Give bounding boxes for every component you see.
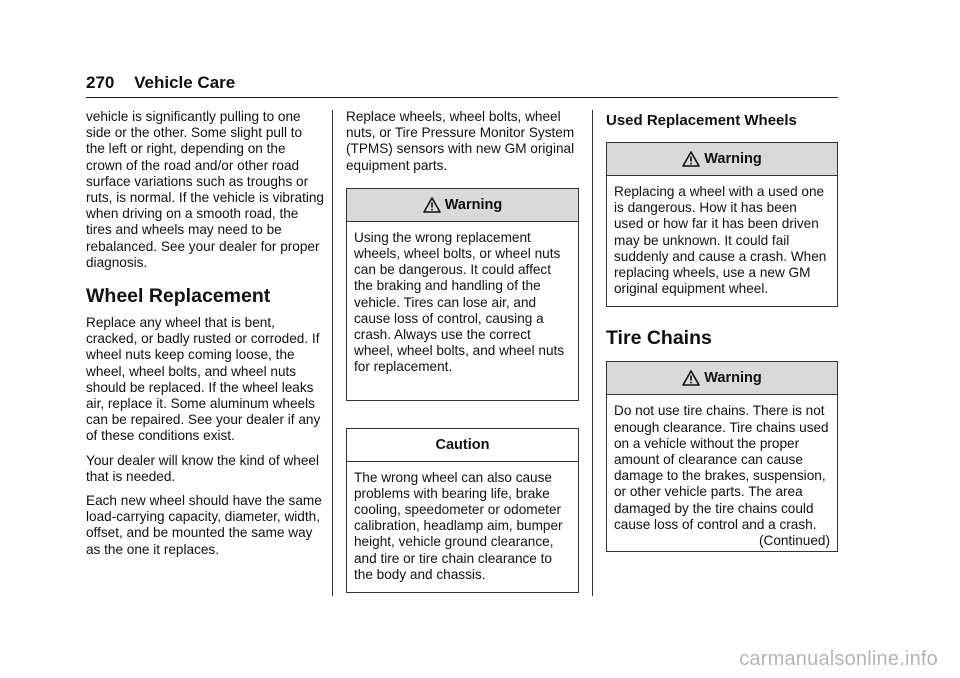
warning-box (606, 361, 838, 552)
column-2 (346, 109, 579, 593)
warning-title: Warning (444, 196, 503, 213)
paragraph: vehicle is significantly pulling to one side or the other. Some slight pull to the left or right, depending on the crown of the road and/or other road surface variations such as troughs or ruts, is normal. If the vehicle is vibrating when driving on a smooth road, the tires and wheels may need to be rebalanced. See your dealer for proper diagnosis. (86, 109, 324, 270)
section-title: Vehicle Care (134, 73, 236, 92)
warning-header (607, 362, 837, 395)
warning-title: Warning (704, 370, 762, 387)
warning-box (346, 188, 579, 401)
caution-body (347, 462, 578, 592)
caution-header (347, 429, 578, 462)
warning-text: Replacing a wheel with a used one is dangerous. How it has been used or how far it has been driven may be unknown. It could fail suddenly and cause a crash. When replacing wheels, use a new GM original equipment wheel. (614, 184, 827, 297)
warning-icon (682, 370, 700, 386)
warning-title: Warning (704, 150, 762, 167)
warning-text: Using the wrong replacement wheels, wheel bolts, or wheel nuts can be dangerous. It could affect the braking and handling of the vehicle. Tires can lose air, and cause loss of control, causing a crash. Always use the correct wheel, wheel bolts, and wheel nuts for replacement. (354, 229, 565, 375)
warning-text: Do not use tire chains. There is not enough clearance. Tire chains used on a vehicle without the proper amount of clearance can cause damage to the brakes, suspension, or other vehicle parts. The area damaged by the tire chains could cause loss of control and a crash. (614, 403, 829, 532)
warning-icon (423, 197, 441, 213)
continued-label: (Continued) (758, 533, 830, 549)
warning-icon (682, 151, 700, 167)
warning-body (347, 222, 578, 400)
warning-body (607, 395, 837, 551)
page-header (86, 73, 235, 93)
warning-header (347, 189, 578, 222)
heading-used-replacement-wheels: Used Replacement Wheels (606, 112, 797, 129)
header-rule (86, 97, 838, 98)
paragraph: Your dealer will know the kind of wheel that is needed. (86, 452, 319, 484)
heading-wheel-replacement: Wheel Replacement (86, 285, 271, 308)
column-divider-left (332, 110, 333, 596)
heading-tire-chains: Tire Chains (606, 327, 712, 350)
caution-text: The wrong wheel can also cause problems with bearing life, brake cooling, speedometer or odometer calibration, headlamp aim, bumper height, vehicle ground clearance, and tire or tire chain clearance to the body and chassis. (354, 469, 563, 582)
column-1 (86, 109, 324, 566)
caution-title: Caution (435, 436, 490, 453)
paragraph: Replace wheels, wheel bolts, wheel nuts, or Tire Pressure Monitor System (TPMS) sensors with new GM original equipment parts. (346, 109, 575, 173)
warning-header (607, 143, 837, 176)
warning-body (607, 176, 837, 306)
paragraph: Replace any wheel that is bent, cracked, or badly rusted or corroded. If wheel nuts keep coming loose, the wheel, wheel bolts, and wheel nuts should be replaced. If the wheel leaks air, replace it. Some aluminum wheels can be repaired. See your dealer if any of these conditions exist. (86, 315, 321, 444)
paragraph: Each new wheel should have the same load-carrying capacity, diameter, width, offset, and be mounted the same way as the one it replaces. (86, 493, 322, 557)
column-3 (606, 109, 838, 552)
watermark: carmanualsonline.info (739, 648, 938, 670)
warning-box (606, 142, 838, 307)
caution-box (346, 428, 579, 593)
page-number: 270 (86, 73, 115, 92)
column-divider-right (592, 110, 593, 596)
